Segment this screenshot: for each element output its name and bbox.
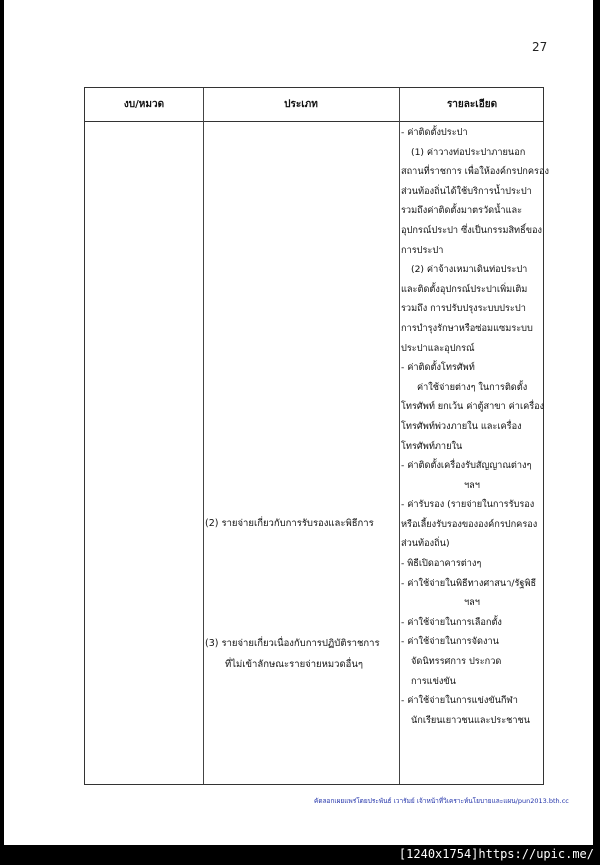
detail-line: - ค่าติดตั้งประปา bbox=[401, 127, 468, 138]
detail-line: และติดตั้งอุปกรณ์ประปาเพิ่มเติม bbox=[401, 283, 528, 295]
detail-line: - ค่าใช้จ่ายในการจัดงาน bbox=[401, 636, 499, 648]
detail-line: การประปา bbox=[401, 244, 444, 256]
detail-line: ประปาและอุปกรณ์ bbox=[401, 342, 475, 354]
detail-line: - ค่าใช้จ่ายในพิธีทางศาสนา/รัฐพิธี bbox=[401, 577, 537, 589]
image-host-watermark: [1240x1754]https://upic.me/ bbox=[398, 847, 594, 861]
detail-line: - ค่ารับรอง (รายจ่ายในการรับรอง bbox=[401, 499, 535, 511]
detail-line: - ค่าใช้จ่ายในการเลือกตั้ง bbox=[401, 616, 502, 628]
detail-line: การบำรุงรักษาหรือซ่อมแซมระบบ bbox=[401, 322, 533, 334]
detail-line: ค่าใช้จ่ายต่างๆ ในการติดตั้ง bbox=[417, 381, 528, 393]
page-number: 27 bbox=[532, 40, 548, 54]
document-page bbox=[4, 0, 593, 845]
detail-line: ฯลฯ bbox=[464, 479, 480, 491]
table-header bbox=[85, 88, 543, 122]
column-divider bbox=[399, 88, 400, 784]
detail-line: จัดนิทรรศการ ประกวด bbox=[411, 656, 502, 668]
detail-line: รวมถึงค่าติดตั้งมาตรวัดน้ำและ bbox=[401, 205, 523, 217]
footer-credit: คัดลอกเผยแพร่โดยประพันธ์ เวารัมย์ เจ้าหน้าที่วิเคราะห์นโยบายและแผน/pun2013.bth.cc bbox=[314, 797, 569, 805]
column-divider bbox=[203, 88, 204, 784]
detail-line: นักเรียนเยาวชนและประชาชน bbox=[411, 714, 531, 726]
detail-line: ฯลฯ bbox=[464, 597, 480, 609]
detail-line: หรือเลี้ยงรับรองขององค์กรปกครอง bbox=[401, 518, 538, 530]
detail-line: - ค่าติดตั้งเครื่องรับสัญญาณต่างๆ bbox=[401, 460, 532, 472]
type-label: ที่ไม่เข้าลักษณะรายจ่ายหมวดอื่นๆ bbox=[225, 659, 363, 670]
detail-line: ส่วนท้องถิ่นได้ใช้บริการน้ำประปา bbox=[401, 185, 532, 197]
budget-table bbox=[84, 87, 549, 785]
detail-line: ส่วนท้องถิ่น) bbox=[401, 538, 450, 550]
detail-line: - ค่าใช้จ่ายในการแข่งขันกีฬา bbox=[401, 695, 518, 707]
detail-line: - พิธีเปิดอาคารต่างๆ bbox=[401, 558, 482, 570]
detail-line: สถานที่ราชการ เพื่อให้องค์กรปกครอง bbox=[401, 166, 549, 178]
detail-line: โทรศัพท์ภายใน bbox=[401, 440, 463, 452]
detail-line: (1) ค่าวางท่อประปาภายนอก bbox=[411, 146, 526, 158]
type-item bbox=[205, 635, 399, 673]
header-details: รายละเอียด bbox=[446, 99, 498, 110]
type-label: (2) รายจ่ายเกี่ยวกับการรับรองและพิธีการ bbox=[205, 518, 374, 529]
detail-line: การแข่งขัน bbox=[411, 675, 456, 687]
detail-line: โทรศัพท์ ยกเว้น ค่าตู้สาขา ค่าเครื่อง bbox=[401, 401, 545, 413]
detail-line: - ค่าติดตั้งโทรศัพท์ bbox=[401, 362, 475, 374]
type-item bbox=[205, 515, 399, 532]
type-label: (3) รายจ่ายเกี่ยวเนื่องกับการปฏิบัติราชการ bbox=[205, 638, 380, 649]
details-column bbox=[401, 123, 549, 730]
detail-line: โทรศัพท์พ่วงภายใน และเครื่อง bbox=[401, 420, 522, 432]
header-type: ประเภท bbox=[284, 99, 318, 110]
detail-line: (2) ค่าจ้างเหมาเดินท่อประปา bbox=[411, 264, 528, 276]
detail-line: รวมถึง การปรับปรุงระบบประปา bbox=[401, 303, 526, 315]
detail-line: อุปกรณ์ประปา ซึ่งเป็นกรรมสิทธิ์ของ bbox=[401, 224, 543, 236]
header-budget-category: งบ/หมวด bbox=[123, 99, 165, 110]
